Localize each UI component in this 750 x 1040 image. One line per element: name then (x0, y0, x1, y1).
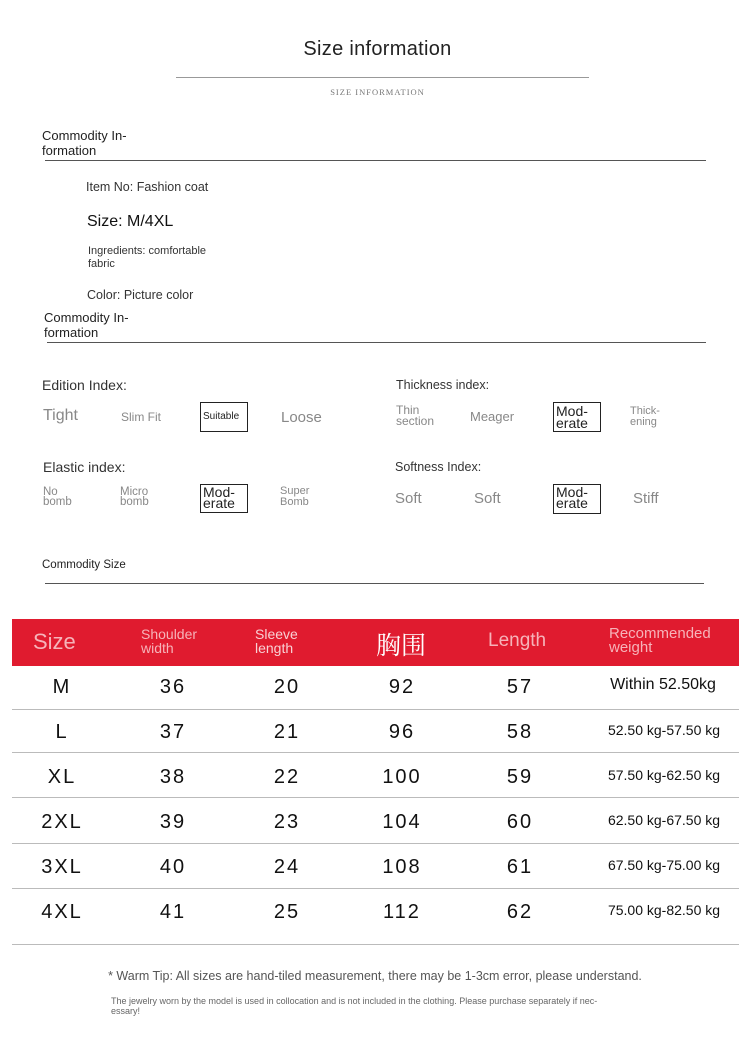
edition-index-title: Edition Index: (42, 377, 127, 393)
table-cell-shoulder: 36 (159, 676, 187, 698)
elastic-index-title: Elastic index: (43, 459, 126, 475)
page-subtitle: SIZE INFORMATION (330, 87, 425, 97)
section-divider (47, 342, 706, 343)
table-cell-size: L (55, 721, 69, 743)
column-header-recommended-weight: Recommended weight (609, 625, 711, 656)
softness-option: Soft (474, 490, 501, 507)
table-cell-length: 59 (506, 766, 534, 788)
table-cell-length: 57 (506, 676, 534, 698)
row-divider (12, 843, 739, 844)
table-cell-size: XL (47, 766, 77, 788)
thickness-option: Meager (470, 409, 515, 424)
table-cell-sleeve: 25 (273, 901, 301, 923)
table-cell-sleeve: 20 (273, 676, 301, 698)
row-divider (12, 709, 739, 710)
table-cell-size: 2XL (41, 811, 83, 833)
softness-option-selected: Mod- erate (553, 484, 601, 514)
table-cell-chest: 112 (383, 901, 421, 923)
item-no: Item No: Fashion coat (86, 180, 209, 194)
section-label-commodity-info: Commodity In- formation (42, 128, 127, 158)
softness-option: Soft (395, 490, 422, 507)
size-range: Size: M/4XL (87, 213, 174, 230)
color-info: Color: Picture color (87, 288, 194, 302)
edition-option: Loose (281, 409, 322, 426)
table-cell-length: 60 (506, 811, 534, 833)
row-divider (12, 752, 739, 753)
table-cell-sleeve: 23 (273, 811, 301, 833)
thickness-option: Thin section (396, 403, 435, 428)
table-cell-length: 61 (506, 856, 534, 878)
table-cell-length: 62 (506, 901, 534, 923)
table-cell-chest: 108 (382, 856, 422, 878)
row-divider (12, 888, 739, 889)
elastic-option: No bomb (43, 486, 72, 508)
table-cell-chest: 92 (388, 676, 416, 698)
thickness-option-selected: Mod- erate (553, 402, 601, 432)
table-cell-size: 3XL (41, 856, 83, 878)
table-cell-sleeve: 21 (273, 721, 301, 743)
table-cell-chest: 104 (382, 811, 422, 833)
table-cell-chest: 100 (382, 766, 422, 788)
table-cell-weight: 75.00 kg-82.50 kg (607, 902, 721, 918)
edition-option: Slim Fit (121, 410, 161, 424)
thickness-option: Thick- ening (630, 405, 660, 428)
table-cell-shoulder: 40 (159, 856, 187, 878)
softness-option: Stiff (633, 490, 659, 507)
column-header-length: Length (488, 630, 547, 651)
warm-tip: * Warm Tip: All sizes are hand-tiled measurement, there may be 1-3cm error, please understand. (108, 969, 642, 983)
table-cell-weight: 52.50 kg-57.50 kg (607, 722, 721, 738)
elastic-option: Super Bomb (280, 485, 310, 508)
table-cell-chest: 96 (388, 721, 416, 743)
table-cell-sleeve: 24 (273, 856, 301, 878)
table-cell-weight: Within 52.50kg (610, 676, 716, 693)
softness-index-title: Softness Index: (395, 460, 482, 474)
column-header-size: Size (33, 629, 76, 654)
jewelry-note: The jewelry worn by the model is used in collocation and is not included in the clothing. Please purchase separately if nec- essary! (111, 996, 598, 1016)
edition-option: Tight (43, 407, 78, 424)
elastic-option: Micro bomb (120, 486, 149, 508)
table-cell-size: M (52, 676, 72, 698)
table-cell-shoulder: 41 (159, 901, 187, 923)
table-cell-shoulder: 39 (159, 811, 187, 833)
section-divider (45, 583, 704, 584)
table-cell-size: 4XL (41, 901, 83, 923)
table-cell-sleeve: 22 (273, 766, 301, 788)
row-divider (12, 944, 739, 945)
elastic-option-selected: Mod- erate (200, 484, 248, 513)
table-cell-shoulder: 37 (159, 721, 187, 743)
title-divider (176, 77, 589, 78)
ingredients: Ingredients: comfortable fabric (88, 245, 207, 270)
column-header-chest: 胸围 (376, 632, 427, 660)
section-divider (45, 160, 706, 161)
section-label-commodity-info-2: Commodity In- formation (44, 310, 129, 340)
table-cell-weight: 62.50 kg-67.50 kg (607, 812, 721, 828)
thickness-index-title: Thickness index: (396, 378, 490, 392)
page-title: Size information (303, 38, 452, 60)
table-cell-weight: 67.50 kg-75.00 kg (607, 857, 721, 873)
table-cell-length: 58 (506, 721, 534, 743)
section-label-commodity-size: Commodity Size (42, 559, 126, 571)
table-cell-shoulder: 38 (159, 766, 187, 788)
edition-option-selected: Suitable (200, 402, 248, 432)
column-header-shoulder-width: Shoulder width (141, 626, 198, 656)
table-cell-weight: 57.50 kg-62.50 kg (607, 767, 721, 783)
row-divider (12, 797, 739, 798)
column-header-sleeve-length: Sleeve length (255, 626, 298, 656)
